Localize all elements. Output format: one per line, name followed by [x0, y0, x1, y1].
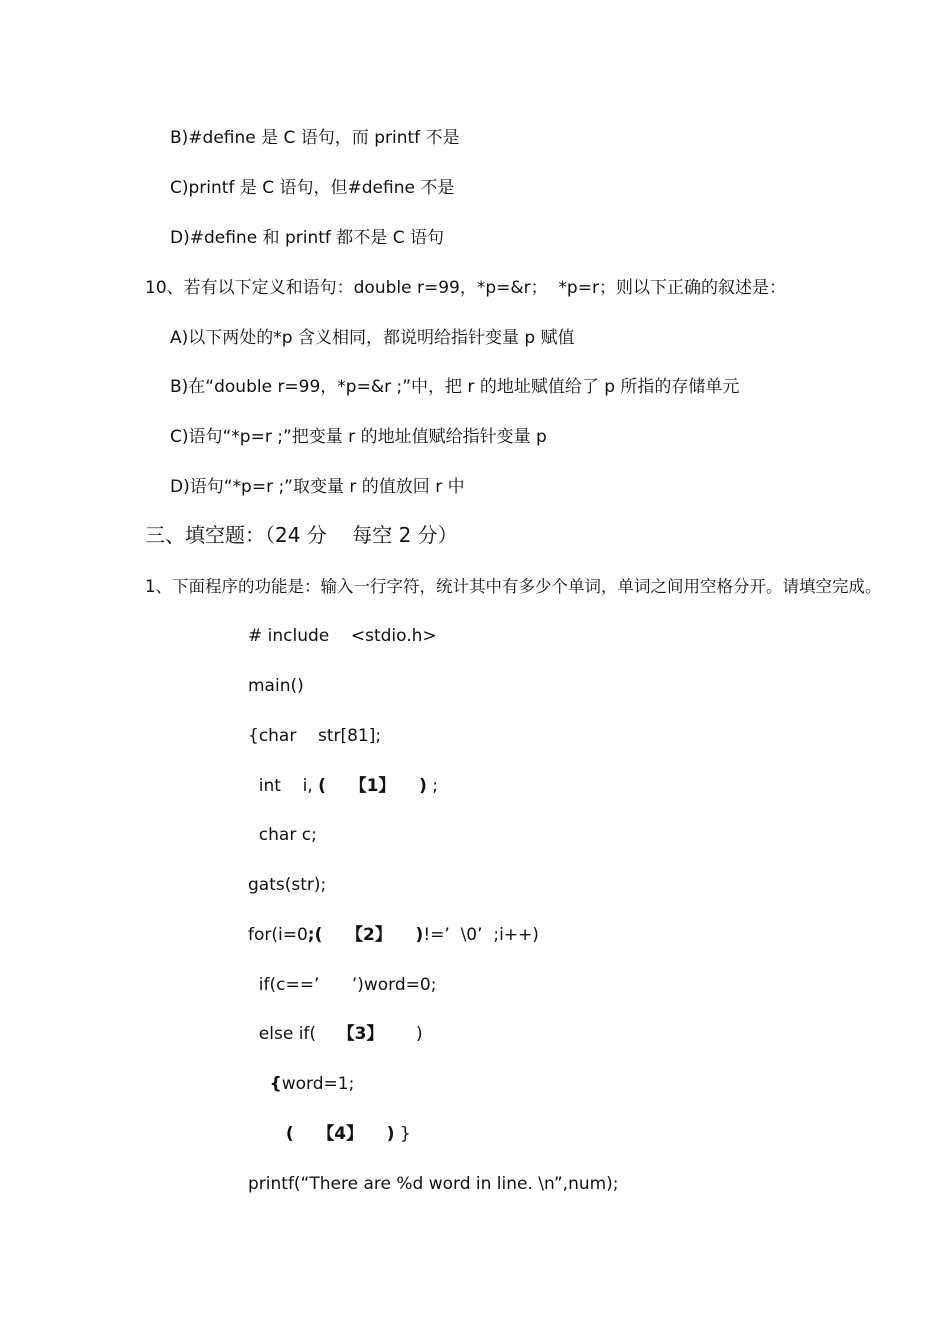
blank-4: ( 【4】 ) [285, 1124, 395, 1144]
code-text: for(i=0 [248, 925, 308, 945]
q10-option-a: A)以下两处的*p 含义相同，都说明给指针变量 p 赋值 [170, 328, 575, 348]
code-text: !=’ \0’ ;i++) [423, 925, 539, 945]
code-line: # include <stdio.h> [248, 626, 437, 646]
code-line [248, 923, 539, 947]
q10-stem: 10、若有以下定义和语句：double r=99，*p=&r； *p=r；则以下正确的叙述是： [145, 278, 786, 298]
code-line [248, 1122, 411, 1146]
code-line [248, 774, 438, 798]
code-text: else if( [248, 1024, 338, 1044]
code-line [248, 1022, 423, 1046]
code-text: word=1; [281, 1074, 355, 1094]
q9-option-b: B)#define 是 C 语句，而 printf 不是 [170, 128, 460, 148]
code-text: } [394, 1124, 411, 1144]
code-line: gats(str); [248, 875, 327, 895]
section-heading: 三、填空题：（24 分 每空 2 分） [145, 523, 458, 547]
blank-1: ( 【1】 ) [318, 776, 427, 796]
code-text [248, 1124, 286, 1144]
code-text: int i, [248, 776, 319, 796]
code-text [248, 1074, 270, 1094]
code-text: ) [383, 1024, 423, 1044]
q9-option-c: C)printf 是 C 语句，但#define 不是 [170, 178, 455, 198]
q10-option-b: B)在“double r=99，*p=&r ;”中，把 r 的地址赋值给了 p 所指的存储单元 [170, 377, 740, 397]
code-line: if(c==’ ’)word=0; [248, 975, 437, 995]
code-brace: { [269, 1074, 282, 1094]
q10-option-d: D)语句“*p=r ;”取变量 r 的值放回 r 中 [170, 477, 465, 497]
blank-2: ;( 【2】 ) [307, 925, 424, 945]
code-line: {char str[81]; [248, 726, 382, 746]
code-text: ; [426, 776, 438, 796]
code-line: main() [248, 676, 304, 696]
fill-q1-stem: 1、下面程序的功能是：输入一行字符，统计其中有多少个单词，单词之间用空格分开。请填空完成。 [145, 577, 882, 596]
code-line: printf(“There are %d word in line. \n”,num); [248, 1174, 619, 1194]
q10-option-c: C)语句“*p=r ;”把变量 r 的地址值赋给指针变量 p [170, 427, 547, 447]
q9-option-d: D)#define 和 printf 都不是 C 语句 [170, 228, 444, 248]
blank-3: 【3】 [337, 1024, 384, 1044]
code-line [248, 1072, 354, 1096]
code-line: char c; [248, 825, 317, 845]
